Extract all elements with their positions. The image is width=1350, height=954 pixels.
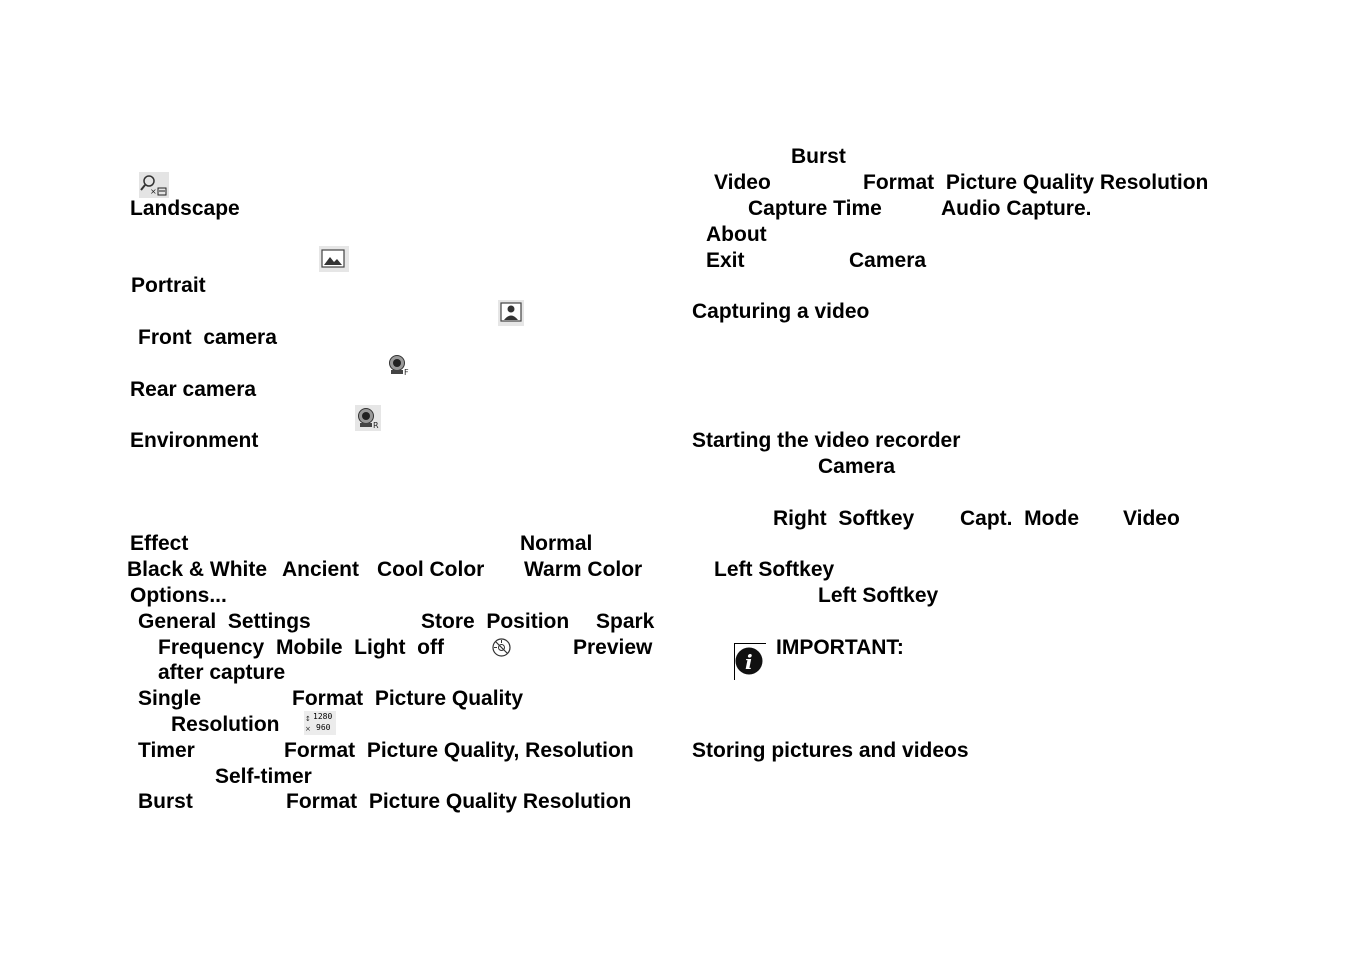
options-label: Options... xyxy=(130,584,227,607)
left-softkey-label-2: Left Softkey xyxy=(818,584,939,607)
about-label: About xyxy=(706,223,767,246)
portrait-label: Portrait xyxy=(131,274,206,297)
capturing-video-heading: Capturing a video xyxy=(692,300,870,323)
ancient-label: Ancient xyxy=(282,558,360,581)
single-format-label: Format Picture Quality xyxy=(292,687,524,710)
capture-time-label: Capture Time xyxy=(748,197,882,220)
black-white-label: Black & White xyxy=(127,558,268,581)
burst-label: Burst xyxy=(138,790,193,813)
resolution-icon xyxy=(304,711,336,735)
cool-color-label: Cool Color xyxy=(377,558,485,581)
mobile-light-off-label: Mobile Light off xyxy=(276,636,444,659)
effect-label: Effect xyxy=(130,532,189,555)
after-capture-label: after capture xyxy=(158,661,286,684)
general-settings-label: General Settings xyxy=(138,610,311,633)
info-icon xyxy=(734,643,766,680)
environment-label: Environment xyxy=(130,429,259,452)
svg-text:×: × xyxy=(305,725,311,733)
storing-heading: Storing pictures and videos xyxy=(692,739,969,762)
svg-text:R: R xyxy=(373,421,379,430)
right-softkey-label: Right Softkey xyxy=(773,507,915,530)
frequency-label: Frequency xyxy=(158,636,265,659)
camera-label: Camera xyxy=(818,455,896,478)
resolution-width-text: 1280 xyxy=(313,712,333,721)
mobile-light-off-icon xyxy=(491,637,512,658)
single-resolution-label: Resolution xyxy=(171,713,280,736)
svg-text:↕: ↕ xyxy=(305,715,311,723)
portrait-icon xyxy=(498,300,524,326)
store-position-label: Store Position xyxy=(421,610,570,633)
burst-format-label: Format Picture Quality Resolution xyxy=(286,790,632,813)
important-label: IMPORTANT: xyxy=(776,636,904,659)
svg-text:F: F xyxy=(404,368,409,377)
single-label: Single xyxy=(138,687,202,710)
video-label: Video xyxy=(714,171,771,194)
front-camera-label: Front camera xyxy=(138,326,277,349)
video-mode-label: Video xyxy=(1123,507,1180,530)
front-camera-icon xyxy=(386,353,412,377)
preview-label: Preview xyxy=(573,636,653,659)
rear-camera-icon xyxy=(355,405,381,431)
exit-label: Exit xyxy=(706,249,745,272)
landscape-label: Landscape xyxy=(130,197,240,220)
timer-format-label: Format Picture Quality, Resolution xyxy=(284,739,634,762)
video-format-label: Format Picture Quality Resolution xyxy=(863,171,1209,194)
spark-label: Spark xyxy=(596,610,655,633)
svg-text:×: × xyxy=(150,187,157,196)
left-softkey-label-1: Left Softkey xyxy=(714,558,835,581)
right-burst-label: Burst xyxy=(791,145,846,168)
normal-label: Normal xyxy=(520,532,593,555)
resolution-height-text: 960 xyxy=(316,723,331,732)
timer-label: Timer xyxy=(138,739,195,762)
landscape-icon xyxy=(319,246,349,272)
audio-capture-label: Audio Capture. xyxy=(941,197,1092,220)
self-timer-label: Self-timer xyxy=(215,765,312,788)
scene-mode-icon xyxy=(139,172,169,198)
warm-color-label: Warm Color xyxy=(524,558,643,581)
starting-recorder-heading: Starting the video recorder xyxy=(692,429,961,452)
exit-camera-label: Camera xyxy=(849,249,927,272)
rear-camera-label: Rear camera xyxy=(130,378,257,401)
capt-mode-label: Capt. Mode xyxy=(960,507,1079,530)
svg-text:i: i xyxy=(745,650,753,674)
